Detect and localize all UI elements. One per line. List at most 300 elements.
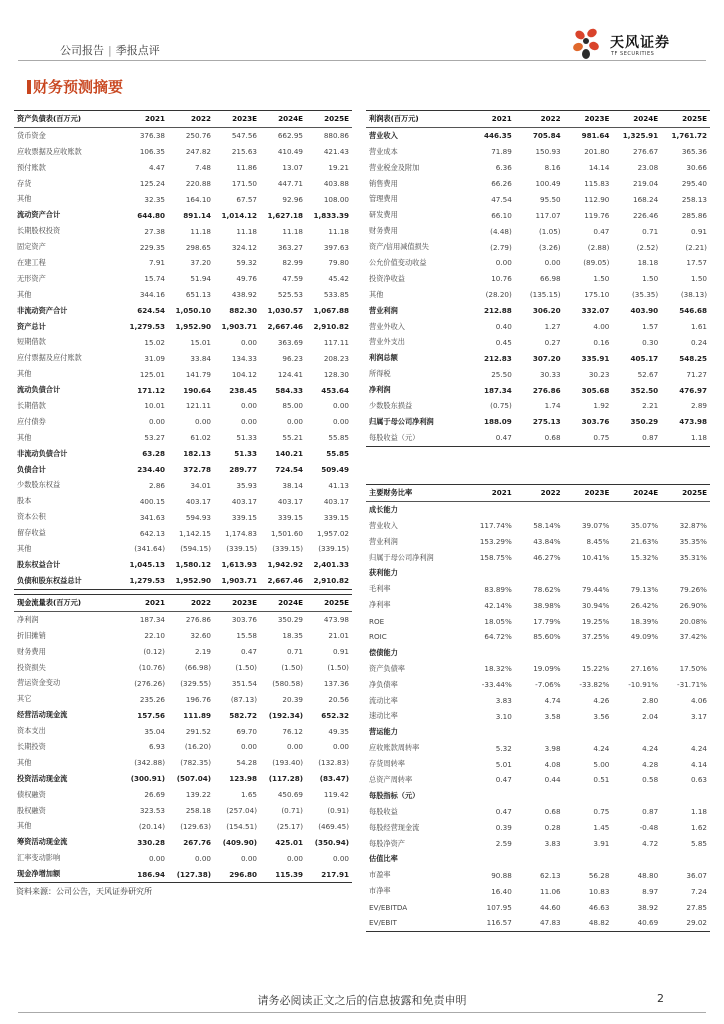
row-value: 139.22: [185, 790, 211, 800]
row-value: 18.35: [282, 631, 303, 641]
row-label: 折旧摊销: [17, 630, 46, 640]
table-row: [366, 708, 710, 724]
row-value: 1,580.12: [175, 560, 211, 570]
row-value: 42.14%: [484, 600, 512, 610]
row-value: (154.51): [226, 821, 257, 831]
row-value: 372.78: [183, 465, 211, 475]
row-value: 305.68: [581, 385, 610, 395]
row-value: 258.13: [681, 194, 707, 204]
row-value: 53.27: [144, 433, 165, 443]
row-value: (2.52): [636, 242, 659, 252]
row-value: (0.75): [490, 401, 512, 411]
row-label: 流动资产合计: [17, 210, 61, 220]
row-value: (1.50): [281, 663, 303, 672]
row-value: 0.75: [593, 807, 610, 817]
row-value: 35.07%: [630, 521, 659, 531]
year-header: 2025E: [306, 595, 352, 612]
row-label: 其他: [369, 289, 384, 299]
table-row: [14, 818, 352, 834]
row-value: 352.50: [630, 385, 659, 395]
row-value: (409.90): [222, 837, 257, 847]
row-value: 35.35%: [679, 537, 707, 547]
row-value: 150.93: [535, 147, 561, 157]
row-value: 30.23: [588, 369, 610, 379]
row-value: [612, 788, 661, 804]
row-value: 3.83: [544, 839, 561, 849]
row-value: 258.18: [185, 806, 211, 816]
row-value: (350.94): [314, 837, 349, 847]
row-value: 981.64: [581, 131, 610, 141]
row-value: [564, 501, 613, 517]
row-value: 0.00: [240, 417, 257, 427]
table-row: [366, 271, 710, 287]
row-value: 0.71: [642, 226, 659, 236]
row-value: 187.34: [139, 615, 165, 625]
row-value: 1,903.71: [221, 322, 257, 332]
row-label: ROIC: [369, 632, 387, 642]
table-row: [14, 160, 352, 176]
row-value: 8.16: [544, 163, 561, 173]
row-value: 291.52: [185, 726, 211, 736]
year-header: 2023E: [214, 595, 260, 612]
row-value: 100.49: [535, 179, 561, 188]
row-label: 货币资金: [17, 130, 46, 140]
table-row: [366, 398, 710, 414]
table-row: [366, 239, 710, 255]
table-row: [14, 834, 352, 850]
row-label: 投资净收益: [369, 273, 405, 283]
row-label: 管理费用: [369, 194, 398, 204]
row-value: 0.87: [642, 807, 659, 817]
row-value: (25.17): [276, 821, 303, 831]
row-value: 92.96: [282, 194, 303, 204]
table-row: [366, 851, 710, 867]
row-value: 1.62: [690, 823, 707, 833]
row-value: 4.14: [690, 759, 707, 769]
row-value: 10.76: [491, 274, 512, 284]
row-value: 548.25: [679, 353, 707, 363]
row-value: 1,952.90: [168, 573, 214, 589]
row-value: 79.13%: [630, 584, 659, 594]
table-row: [366, 550, 710, 566]
row-value: -33.44%: [481, 680, 512, 690]
row-value: 1.18: [661, 430, 710, 446]
logo-english-name: TF SECURITIES: [611, 51, 655, 57]
row-value: 18.18: [637, 258, 659, 268]
row-value: 0.58: [642, 775, 659, 785]
row-value: 403.17: [231, 496, 257, 506]
row-value: 79.44%: [581, 584, 610, 594]
row-value: 0.91: [690, 226, 707, 236]
row-value: 59.32: [236, 258, 257, 268]
year-header: 2022: [515, 111, 564, 128]
row-value: (342.88): [134, 758, 165, 768]
row-label: 营业税金及附加: [369, 162, 420, 172]
row-value: 1.61: [690, 322, 707, 332]
row-value: 2.19: [194, 647, 211, 657]
row-value: 115.39: [260, 866, 306, 882]
row-value: 1,050.10: [175, 306, 211, 316]
row-value: 0.47: [240, 647, 257, 657]
row-value: 1,279.53: [129, 322, 165, 332]
row-value: 306.20: [532, 306, 561, 316]
row-value: 128.30: [323, 369, 349, 379]
table-row: [366, 287, 710, 303]
row-value: 0.00: [544, 258, 561, 268]
row-value: (38.13): [680, 290, 707, 300]
row-label: 偿债能力: [369, 647, 398, 657]
row-value: (193.40): [272, 758, 303, 768]
table-row: [14, 207, 352, 223]
row-value: 85.60%: [533, 632, 561, 642]
source-note: 资料来源：公司公告，天风证券研究所: [16, 887, 152, 896]
row-value: (117.28): [268, 774, 303, 784]
row-value: 2,667.46: [260, 573, 306, 589]
row-value: 37.42%: [679, 632, 707, 642]
row-label: 成长能力: [369, 504, 398, 514]
row-value: 1.65: [240, 790, 257, 800]
row-value: 3.58: [544, 711, 561, 721]
row-value: 51.94: [190, 274, 211, 284]
row-value: 11.86: [236, 163, 257, 173]
row-label: 流动负债合计: [17, 385, 61, 395]
table-row: [14, 144, 352, 160]
row-value: 5.01: [495, 759, 512, 769]
table-row: [366, 207, 710, 223]
row-value: (0.91): [327, 806, 349, 816]
row-value: 4.28: [642, 759, 659, 769]
table-row: [366, 366, 710, 382]
row-value: 880.86: [323, 131, 349, 141]
row-value: 14.14: [588, 163, 610, 173]
row-value: 276.86: [185, 615, 211, 625]
year-header: 2021: [122, 111, 168, 128]
row-value: [466, 501, 515, 517]
row-value: 335.91: [581, 353, 610, 363]
table-row: [366, 915, 710, 931]
row-value: (16.20): [184, 742, 211, 752]
row-value: 3.56: [593, 711, 610, 721]
row-value: 594.93: [185, 512, 211, 522]
row-value: 79.26%: [679, 584, 707, 594]
row-value: 30.66: [686, 163, 707, 173]
table-row: [14, 525, 352, 541]
table-row: [366, 414, 710, 430]
row-value: 3.98: [544, 743, 561, 753]
row-value: 171.12: [137, 385, 165, 395]
row-value: 0.47: [466, 430, 515, 446]
row-value: (300.91): [130, 774, 165, 784]
row-value: 13.07: [282, 163, 303, 173]
row-value: 4.06: [690, 696, 707, 706]
row-value: 117.11: [323, 337, 349, 347]
row-value: 19.21: [328, 163, 349, 173]
row-value: 26.42%: [630, 600, 659, 610]
table-row: [366, 334, 710, 350]
row-value: 119.76: [584, 210, 610, 220]
row-value: 5.32: [495, 743, 512, 753]
row-value: 157.56: [137, 710, 165, 720]
row-value: [466, 788, 515, 804]
row-value: 7.48: [194, 163, 211, 173]
row-label: 每股指标（元）: [369, 790, 420, 800]
row-value: 235.26: [139, 694, 165, 704]
table-header-row: [14, 595, 352, 612]
row-value: (276.26): [134, 678, 165, 688]
row-value: 85.00: [282, 401, 303, 411]
table-row: [14, 707, 352, 723]
row-value: 1.27: [544, 322, 561, 332]
row-value: 376.38: [139, 131, 165, 141]
row-value: 186.94: [122, 866, 168, 882]
row-label: 营业外支出: [369, 337, 405, 347]
row-value: 476.97: [679, 385, 707, 395]
table-row: [14, 176, 352, 192]
row-label: 负债和股东权益总计: [14, 573, 122, 589]
row-value: 0.00: [240, 401, 257, 411]
row-value: [612, 724, 661, 740]
table-row: [14, 771, 352, 787]
row-value: 25.50: [491, 369, 512, 379]
row-value: [515, 851, 564, 867]
row-value: 95.50: [540, 194, 561, 204]
table-row: [366, 899, 710, 915]
row-value: 1.57: [642, 322, 659, 332]
table-header-row: [14, 111, 352, 128]
row-value: [515, 788, 564, 804]
table-row: [366, 350, 710, 366]
table-row: [366, 693, 710, 709]
row-value: 137.36: [323, 678, 349, 688]
table-row: [366, 160, 710, 176]
row-value: 4.47: [148, 163, 165, 173]
row-value: (20.14): [138, 821, 165, 831]
row-label: 股本: [17, 496, 32, 506]
row-value: 1,325.91: [622, 131, 659, 141]
row-value: (135.15): [529, 290, 561, 300]
row-value: 18.39%: [630, 616, 659, 626]
row-value: 37.20: [190, 258, 211, 268]
row-value: 473.98: [323, 615, 349, 625]
row-value: 108.00: [323, 194, 349, 204]
row-value: 724.54: [275, 465, 303, 475]
row-value: 584.33: [275, 385, 303, 395]
row-value: (129.63): [180, 821, 211, 831]
row-value: 0.00: [332, 417, 349, 427]
row-label: 每股经营现金流: [369, 822, 420, 832]
row-value: 582.72: [229, 710, 257, 720]
table-title: 现金流量表(百万元): [14, 595, 122, 612]
row-value: (132.83): [318, 758, 349, 768]
row-value: (89.05): [583, 258, 610, 268]
row-value: 339.15: [323, 512, 349, 522]
row-label: 每股净资产: [369, 838, 405, 848]
row-value: 509.49: [321, 465, 349, 475]
row-value: 107.95: [486, 902, 512, 912]
row-value: [564, 565, 613, 581]
footer-divider: [18, 1012, 706, 1013]
row-value: 1,279.53: [122, 573, 168, 589]
table-row: [14, 723, 352, 739]
row-value: (192.34): [268, 710, 303, 720]
row-value: 5.00: [593, 759, 610, 769]
row-value: -33.82%: [579, 680, 610, 690]
row-value: 47.54: [491, 194, 512, 204]
row-label: 应收账款周转率: [369, 743, 420, 753]
row-value: 15.02: [144, 337, 165, 347]
year-header: 2022: [515, 485, 564, 502]
row-value: 1,903.71: [214, 573, 260, 589]
row-value: 453.64: [321, 385, 349, 395]
header-separator: |: [108, 44, 112, 57]
row-value: 438.92: [231, 290, 257, 300]
row-value: (782.35): [180, 758, 211, 768]
row-value: 275.13: [532, 417, 561, 427]
row-value: 34.01: [190, 480, 211, 490]
table-row: [14, 382, 352, 398]
row-value: 23.08: [637, 163, 659, 173]
row-value: 344.16: [139, 290, 165, 300]
row-value: 16.40: [491, 886, 512, 896]
row-value: 45.42: [328, 274, 349, 284]
table-row: [14, 675, 352, 691]
row-value: 0.87: [612, 430, 661, 446]
row-value: 40.69: [612, 915, 661, 931]
row-value: 0.27: [544, 337, 561, 347]
row-value: (339.15): [226, 544, 257, 554]
row-value: 0.00: [240, 742, 257, 752]
year-header: 2025E: [306, 111, 352, 128]
row-value: [466, 565, 515, 581]
row-value: 0.44: [544, 775, 561, 785]
row-value: (2.21): [685, 242, 707, 252]
row-value: (1.05): [538, 226, 561, 236]
row-value: 11.18: [282, 226, 303, 236]
row-value: 0.47: [495, 775, 512, 785]
table-row: [366, 820, 710, 836]
row-value: 96.23: [282, 353, 303, 363]
row-value: 4.72: [642, 839, 659, 849]
row-value: 219.04: [633, 179, 659, 188]
row-value: 1.50: [690, 274, 707, 284]
row-value: (83.47): [319, 774, 349, 784]
table-row: [14, 271, 352, 287]
row-value: 17.57: [686, 258, 707, 268]
row-value: 171.50: [231, 179, 257, 188]
year-header: 2024E: [612, 485, 661, 502]
year-header: 2023E: [214, 111, 260, 128]
row-value: 0.00: [286, 417, 303, 427]
row-value: 134.33: [231, 353, 257, 363]
row-value: (341.64): [134, 544, 165, 554]
row-value: (66.98): [184, 663, 211, 672]
table-header-row: [366, 111, 710, 128]
row-label: 应收票据及应收账款: [17, 146, 82, 156]
row-value: 20.56: [328, 694, 349, 704]
row-value: 38.98%: [533, 600, 561, 610]
row-value: 52.67: [637, 369, 659, 379]
row-label: 营业外收入: [369, 321, 405, 331]
row-value: 187.34: [484, 385, 512, 395]
row-value: 330.28: [137, 837, 165, 847]
row-value: 6.93: [148, 742, 165, 752]
table-row: [366, 255, 710, 271]
row-value: 153.29%: [479, 537, 512, 547]
row-value: 0.00: [240, 337, 257, 347]
row-value: 1,613.93: [221, 560, 257, 570]
table-row: [366, 534, 710, 550]
row-label: 研发费用: [369, 210, 398, 220]
row-value: 350.29: [630, 417, 659, 427]
table-row: [366, 581, 710, 597]
row-value: 82.99: [282, 258, 303, 268]
row-value: 2,401.33: [313, 560, 349, 570]
row-value: (35.35): [632, 290, 659, 300]
row-label: 经营活动现金流: [17, 710, 68, 720]
row-value: 17.50%: [679, 664, 707, 674]
row-value: 447.71: [277, 179, 303, 188]
row-value: 0.00: [332, 742, 349, 752]
row-value: 473.98: [679, 417, 707, 427]
row-label: 股东权益合计: [17, 559, 61, 569]
row-value: (469.45): [318, 821, 349, 831]
row-value: 0.45: [495, 337, 512, 347]
row-value: 182.13: [183, 449, 211, 459]
row-value: 69.70: [236, 726, 257, 736]
row-value: 49.35: [328, 726, 349, 736]
row-value: -10.91%: [628, 680, 659, 690]
row-value: 0.28: [544, 823, 561, 833]
table-row: [14, 350, 352, 366]
row-label: 其他: [17, 432, 32, 442]
row-value: 10.41%: [581, 553, 610, 562]
row-value: 3.91: [593, 839, 610, 849]
row-label: 每股收益: [369, 806, 398, 816]
row-value: 66.10: [491, 210, 512, 220]
row-value: 0.47: [495, 807, 512, 817]
row-value: 217.91: [306, 866, 352, 882]
table-row: [366, 756, 710, 772]
row-value: 29.02: [661, 915, 710, 931]
row-value: [564, 645, 613, 661]
footer-disclaimer: 请务必阅读正文之后的信息披露和免责申明: [257, 994, 467, 1007]
row-value: 446.35: [484, 131, 512, 141]
row-label: 在建工程: [17, 257, 46, 267]
row-value: 117.07: [535, 210, 561, 220]
row-label: 股权融资: [17, 805, 46, 815]
row-value: [515, 724, 564, 740]
row-value: [515, 645, 564, 661]
row-value: 15.58: [236, 631, 257, 641]
year-header: 2024E: [612, 111, 661, 128]
table-row: [14, 319, 352, 335]
row-label: 现金净增加额: [14, 866, 122, 882]
table-row: [366, 867, 710, 883]
row-value: 247.82: [185, 147, 211, 157]
row-value: 651.13: [185, 290, 211, 300]
row-value: 220.88: [185, 179, 211, 188]
row-value: 303.76: [231, 615, 257, 625]
table-row: [14, 127, 352, 143]
row-value: 20.39: [282, 694, 303, 704]
row-value: 47.83: [515, 915, 564, 931]
row-value: 0.91: [332, 647, 349, 657]
row-label: 总资产周转率: [369, 774, 413, 784]
table-row: [366, 176, 710, 192]
row-value: 55.21: [282, 433, 303, 443]
row-value: 58.14%: [533, 521, 561, 531]
row-value: 41.13: [328, 480, 349, 490]
